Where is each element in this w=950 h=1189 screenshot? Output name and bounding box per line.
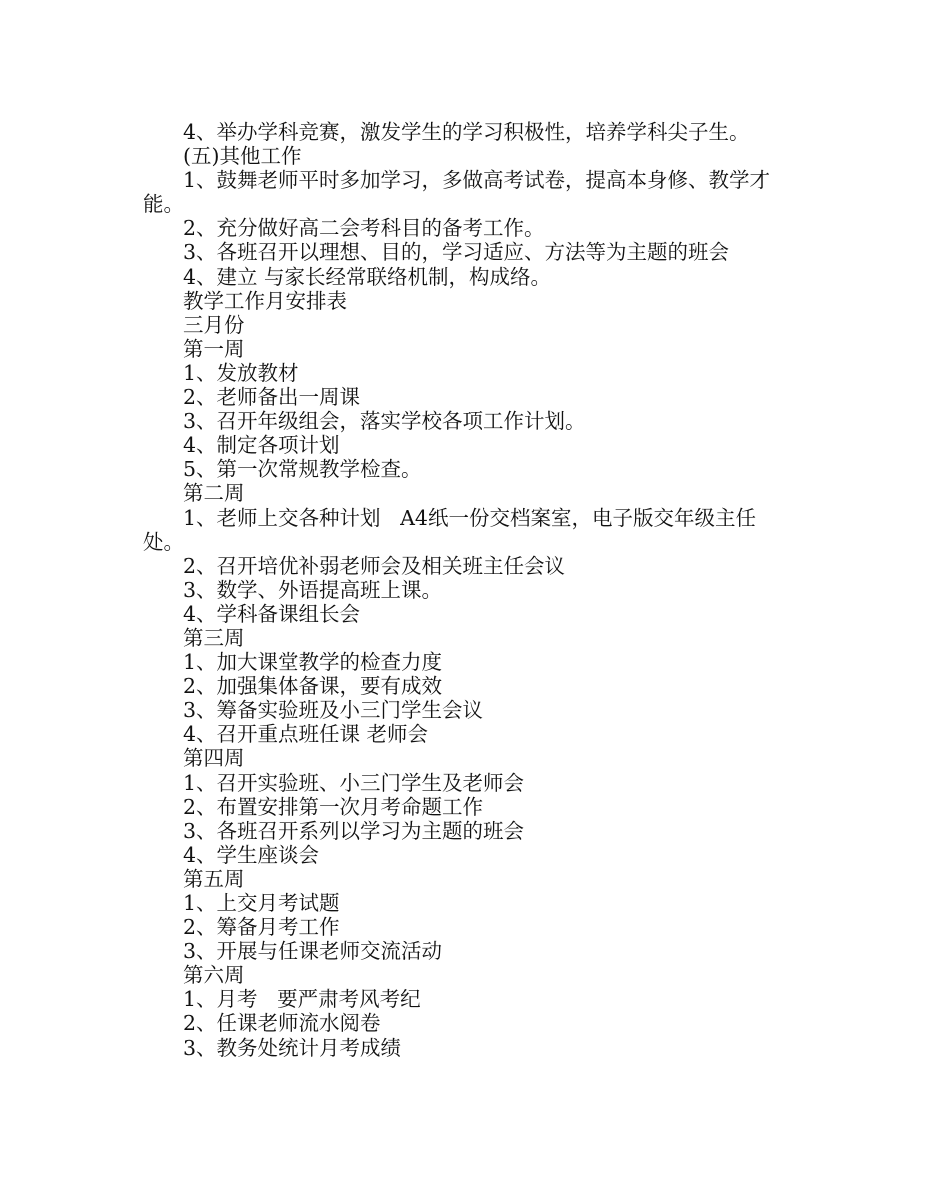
- document-line: 5、第一次常规教学检查。: [183, 457, 422, 482]
- document-line: 1、上交月考试题: [183, 891, 340, 915]
- document-line: 1、老师上交各种计划 A4纸一份交档案室，电子版交年级主任: [183, 505, 756, 530]
- document-line: (五)其他工作: [183, 144, 302, 169]
- document-line: 能。: [143, 192, 184, 217]
- document-line: 3、筹备实验班及小三门学生会议: [183, 698, 484, 723]
- document-line: 第二周: [183, 481, 245, 506]
- document-line: 第三周: [183, 625, 245, 650]
- document-line: 2、老师备出一周课: [183, 385, 361, 410]
- document-line: 4、学生座谈会: [183, 842, 320, 867]
- document-line: 4、制定各项计划: [183, 433, 340, 458]
- document-line: 3、开展与任课老师交流活动: [183, 939, 443, 964]
- document-line: 2、充分做好高二会考科目的备考工作。: [183, 216, 545, 241]
- document-line: 三月份: [183, 312, 245, 337]
- document-line: 1、召开实验班、小三门学生及老师会: [183, 770, 525, 795]
- document-line: 4、学科备课组长会: [183, 601, 361, 626]
- document-line: 2、筹备月考工作: [183, 915, 340, 940]
- document-line: 2、任课老师流水阅卷: [183, 1011, 381, 1036]
- document-line: 3、教务处统计月考成绩: [183, 1035, 402, 1060]
- document-line: 2、召开培优补弱老师会及相关班主任会议: [183, 553, 566, 578]
- document-line: 教学工作月安排表: [183, 288, 347, 313]
- document-line: 第五周: [183, 866, 245, 891]
- document-line: 2、加强集体备课，要有成效: [183, 674, 443, 699]
- document-line: 第六周: [183, 963, 245, 988]
- document-line: 3、各班召开以理想、目的，学习适应、方法等为主题的班会: [183, 240, 730, 265]
- document-page: [143, 120, 818, 1060]
- document-line: 4、召开重点班任课 老师会: [183, 722, 429, 747]
- document-line: 1、发放教材: [183, 360, 299, 385]
- document-line: 1、鼓舞老师平时多加学习，多做高考试卷，提高本身修、教学才: [183, 168, 771, 193]
- document-line: 第一周: [183, 336, 245, 361]
- document-line: 3、数学、外语提高班上课。: [183, 577, 443, 602]
- document-line: 2、布置安排第一次月考命题工作: [183, 794, 484, 819]
- document-line: 3、召开年级组会，落实学校各项工作计划。: [183, 409, 586, 434]
- document-line: 1、月考 要严肃考风考纪: [183, 987, 421, 1012]
- document-line: 第四周: [183, 746, 245, 771]
- document-line: 3、各班召开系列以学习为主题的班会: [183, 818, 525, 843]
- document-line: 4、举办学科竞赛，激发学生的学习积极性，培养学科尖子生。: [183, 120, 750, 144]
- document-line: 4、建立 与家长经常联络机制，构成络。: [183, 264, 552, 289]
- document-line: 处。: [143, 529, 184, 554]
- document-line: 1、加大课堂教学的检查力度: [183, 650, 443, 675]
